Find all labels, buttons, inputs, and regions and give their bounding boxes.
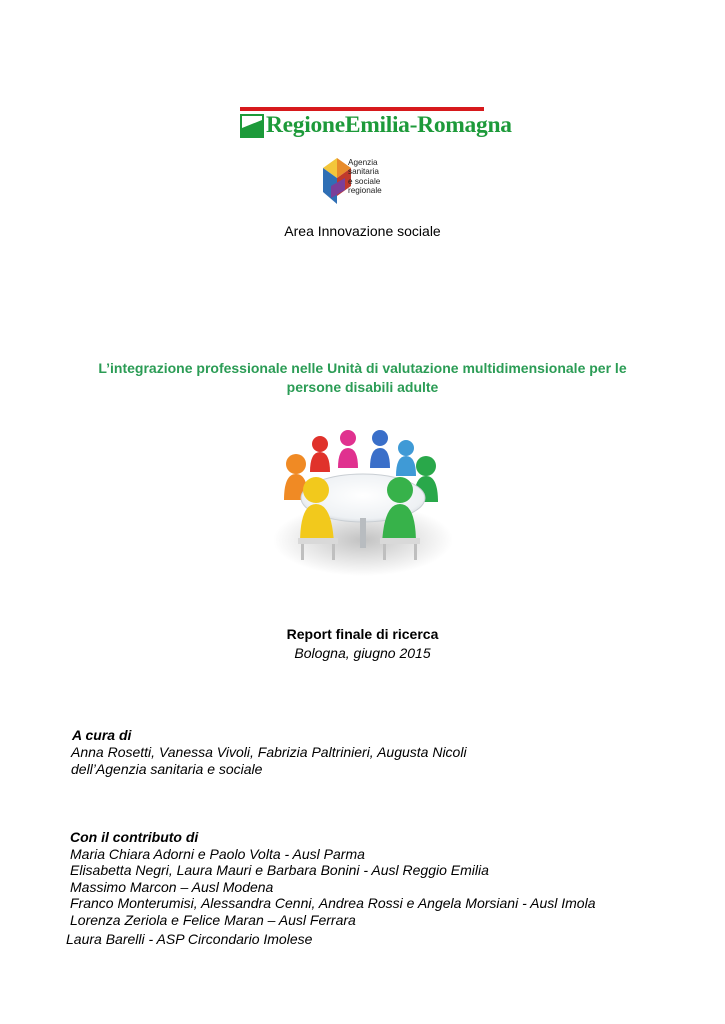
regione-flag-icon — [240, 114, 264, 138]
meeting-illustration — [268, 420, 458, 580]
agency-line: e sociale — [348, 176, 381, 186]
contributor-line: Elisabetta Negri, Laura Mauri e Barbara Bonini - Ausl Reggio Emilia — [70, 862, 489, 878]
report-subtitle: Report finale di ricerca — [286, 626, 439, 642]
figure-magenta — [338, 430, 358, 468]
logo-wordmark: RegioneEmilia-Romagna — [266, 112, 512, 138]
curated-affiliation: dell’Agenzia sanitaria e sociale — [71, 761, 263, 777]
curated-heading: A cura di — [72, 727, 132, 743]
title-line: persone disabili adulte — [286, 379, 439, 395]
figure-red — [310, 436, 330, 472]
agency-line: sanitaria — [348, 167, 379, 177]
figure-blue — [370, 430, 390, 468]
contributor-line: Franco Monterumisi, Alessandra Cenni, Andrea Rossi e Angela Morsiani - Ausl Imola — [70, 895, 596, 911]
contributor-line: Maria Chiara Adorni e Paolo Volta - Ausl Parma — [70, 846, 365, 862]
contributor-line: Lorenza Zeriola e Felice Maran – Ausl Ferrara — [70, 912, 356, 928]
agency-name — [348, 158, 382, 196]
logo-red-bar — [240, 107, 484, 111]
contributor-line: Laura Barelli - ASP Circondario Imolese — [66, 931, 313, 947]
report-title — [60, 359, 665, 397]
report-date: Bologna, giugno 2015 — [294, 645, 431, 661]
header-logo — [240, 104, 512, 208]
figure-lightblue — [396, 440, 416, 476]
contributors-heading: Con il contributo di — [70, 829, 199, 845]
title-line: L’integrazione professionale nelle Unità di valutazione multidimensionale per le — [98, 360, 627, 376]
contributor-line: Massimo Marcon – Ausl Modena — [70, 879, 274, 895]
agency-line: regionale — [348, 186, 382, 196]
agency-line: Agenzia — [348, 158, 378, 167]
area-label: Area Innovazione sociale — [284, 223, 441, 239]
curated-authors: Anna Rosetti, Vanessa Vivoli, Fabrizia Paltrinieri, Augusta Nicoli — [71, 744, 467, 760]
